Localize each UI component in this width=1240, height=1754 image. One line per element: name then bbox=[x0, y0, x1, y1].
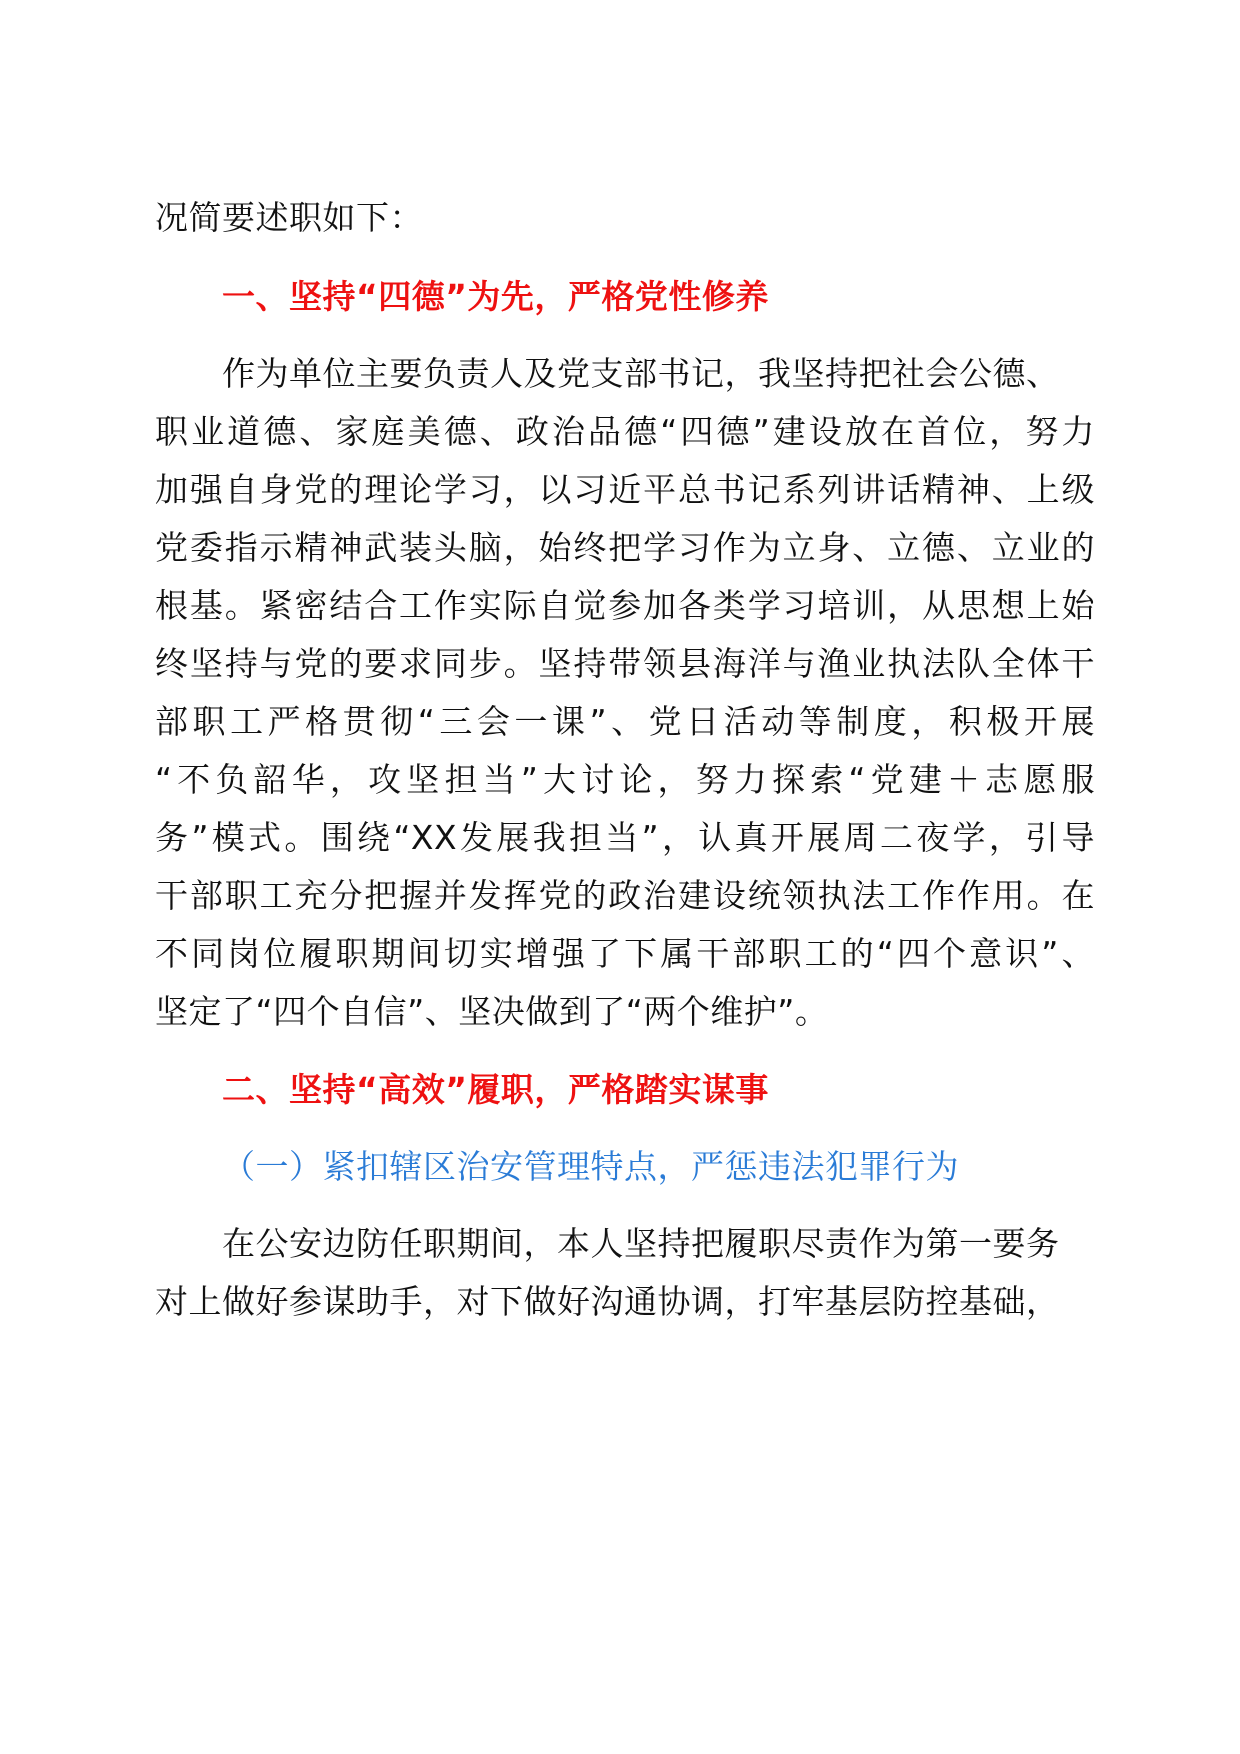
paragraph-2-line-1: 在公安边防任职期间，本人坚持把履职尽责作为第一要务 bbox=[222, 1224, 1060, 1263]
paragraph-1-line-5: 根基。紧密结合工作实际自觉参加各类学习培训，从思想上始 bbox=[155, 586, 1095, 625]
paragraph-1-line-1: 作为单位主要负责人及党支部书记，我坚持把社会公德、 bbox=[222, 354, 1060, 393]
paragraph-1-line-8: “不负韶华，攻坚担当”大讨论，努力探索“党建＋志愿服 bbox=[155, 760, 1095, 799]
paragraph-1-line-7: 部职工严格贯彻“三会一课”、党日活动等制度，积极开展 bbox=[155, 702, 1095, 741]
section-heading-1: 一、坚持“四德”为先，严格党性修养 bbox=[222, 277, 769, 316]
paragraph-1-line-11: 不同岗位履职期间切实增强了下属干部职工的“四个意识”、 bbox=[155, 934, 1095, 973]
paragraph-1-line-12: 坚定了“四个自信”、坚决做到了“两个维护”。 bbox=[155, 992, 829, 1031]
paragraph-1-line-6: 终坚持与党的要求同步。坚持带领县海洋与渔业执法队全体干 bbox=[155, 644, 1095, 683]
paragraph-1-line-4: 党委指示精神武装头脑，始终把学习作为立身、立德、立业的 bbox=[155, 528, 1095, 567]
paragraph-1-line-10: 干部职工充分把握并发挥党的政治建设统领执法工作作用。在 bbox=[155, 876, 1095, 915]
paragraph-1-line-9: 务”模式。围绕“XX发展我担当”，认真开展周二夜学，引导 bbox=[155, 818, 1095, 857]
paragraph-1-line-3: 加强自身党的理论学习，以习近平总书记系列讲话精神、上级 bbox=[155, 470, 1095, 509]
section-heading-2: 二、坚持“高效”履职，严格踏实谋事 bbox=[222, 1070, 769, 1109]
paragraph-1-line-2: 职业道德、家庭美德、政治品德“四德”建设放在首位，努力 bbox=[155, 412, 1095, 451]
body-line-intro: 况简要述职如下： bbox=[155, 198, 423, 237]
subsection-heading-1: （一）紧扣辖区治安管理特点，严惩违法犯罪行为 bbox=[222, 1147, 959, 1186]
paragraph-2-line-2: 对上做好参谋助手，对下做好沟通协调，打牢基层防控基础， bbox=[155, 1282, 1060, 1321]
